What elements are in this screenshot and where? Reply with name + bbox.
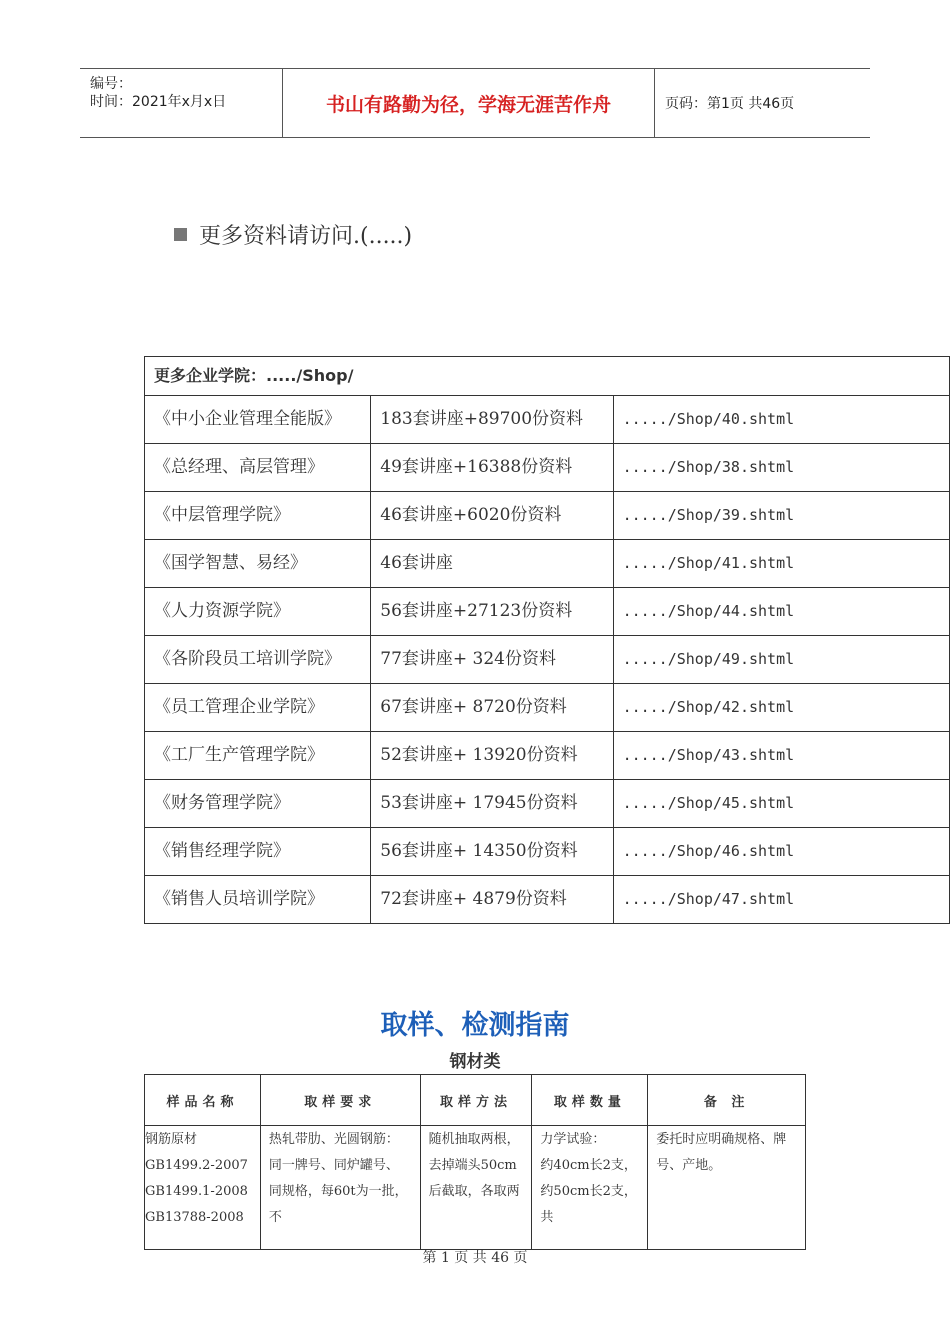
header-sample-method: 取样方法 [420, 1075, 532, 1126]
course-url[interactable]: ...../Shop/45.shtml [613, 780, 949, 828]
section-title: 钢材类 [449, 1052, 501, 1072]
course-name: 《销售经理学院》 [145, 828, 371, 876]
course-content: 49套讲座+16388份资料 [371, 444, 613, 492]
course-row [145, 828, 950, 876]
visit-text: 更多资料请访问.(.....) [199, 224, 413, 249]
course-content: 53套讲座+ 17945份资料 [371, 780, 613, 828]
course-row [145, 636, 950, 684]
course-table-heading: 更多企业学院：...../Shop/ [145, 357, 950, 396]
header-sample-requirement: 取样要求 [260, 1075, 420, 1126]
sample-name: 钢筋原材 GB1499.2-2007 GB1499.1-2008 GB13788-2008 [145, 1126, 261, 1250]
time-label: 时间：2021年x月x日 [90, 94, 227, 110]
course-row [145, 732, 950, 780]
course-name: 《国学智慧、易经》 [145, 540, 371, 588]
header-sample-name: 样品名称 [145, 1075, 261, 1126]
course-name: 《中层管理学院》 [145, 492, 371, 540]
course-row [145, 540, 950, 588]
sample-header-row [145, 1075, 806, 1126]
course-url[interactable]: ...../Shop/41.shtml [613, 540, 949, 588]
course-content: 52套讲座+ 13920份资料 [371, 732, 613, 780]
course-content: 56套讲座+27123份资料 [371, 588, 613, 636]
sample-table [144, 1074, 806, 1250]
course-url[interactable]: ...../Shop/47.shtml [613, 876, 949, 924]
course-content: 56套讲座+ 14350份资料 [371, 828, 613, 876]
course-row [145, 876, 950, 924]
course-name: 《财务管理学院》 [145, 780, 371, 828]
course-content: 46套讲座+6020份资料 [371, 492, 613, 540]
course-row [145, 780, 950, 828]
square-bullet-icon [174, 228, 187, 241]
sample-requirement: 热轧带肋、光圆钢筋：同一牌号、同炉罐号、同规格，每60t为一批，不 [260, 1126, 420, 1250]
guide-title: 取样、检测指南 [380, 1010, 570, 1041]
page-footer: 第 1 页 共 46 页 [422, 1250, 528, 1266]
course-name: 《中小企业管理全能版》 [145, 396, 371, 444]
visit-line [174, 219, 412, 250]
course-row [145, 588, 950, 636]
sample-quantity: 力学试验： 约40cm长2支，约50cm长2支，共 [532, 1126, 648, 1250]
course-table-heading-row [145, 357, 950, 396]
course-row [145, 396, 950, 444]
course-url[interactable]: ...../Shop/40.shtml [613, 396, 949, 444]
course-content: 46套讲座 [371, 540, 613, 588]
header-sample-quantity: 取样数量 [532, 1075, 648, 1126]
course-content: 183套讲座+89700份资料 [371, 396, 613, 444]
course-url[interactable]: ...../Shop/42.shtml [613, 684, 949, 732]
course-name: 《销售人员培训学院》 [145, 876, 371, 924]
header-remark: 备 注 [648, 1075, 806, 1126]
course-row [145, 684, 950, 732]
course-url[interactable]: ...../Shop/39.shtml [613, 492, 949, 540]
course-url[interactable]: ...../Shop/38.shtml [613, 444, 949, 492]
course-content: 67套讲座+ 8720份资料 [371, 684, 613, 732]
course-name: 《各阶段员工培训学院》 [145, 636, 371, 684]
header-motto: 书山有路勤为径，学海无涯苦作舟 [283, 69, 655, 137]
course-url[interactable]: ...../Shop/49.shtml [613, 636, 949, 684]
course-table [144, 356, 950, 924]
course-row [145, 492, 950, 540]
course-url[interactable]: ...../Shop/43.shtml [613, 732, 949, 780]
sample-method: 随机抽取两根，去掉端头50cm后截取，各取两 [420, 1126, 532, 1250]
course-url[interactable]: ...../Shop/46.shtml [613, 828, 949, 876]
number-label: 编号： [90, 76, 132, 92]
sample-row [145, 1126, 806, 1250]
course-url[interactable]: ...../Shop/44.shtml [613, 588, 949, 636]
course-content: 72套讲座+ 4879份资料 [371, 876, 613, 924]
sample-remark: 委托时应明确规格、牌号、产地。 [648, 1126, 806, 1250]
header-meta [80, 69, 283, 137]
course-name: 《工厂生产管理学院》 [145, 732, 371, 780]
course-name: 《总经理、高层管理》 [145, 444, 371, 492]
header-page-info: 页码：第1页 共46页 [665, 96, 795, 112]
course-name: 《员工管理企业学院》 [145, 684, 371, 732]
course-content: 77套讲座+ 324份资料 [371, 636, 613, 684]
document-header [80, 68, 870, 138]
course-name: 《人力资源学院》 [145, 588, 371, 636]
course-row [145, 444, 950, 492]
